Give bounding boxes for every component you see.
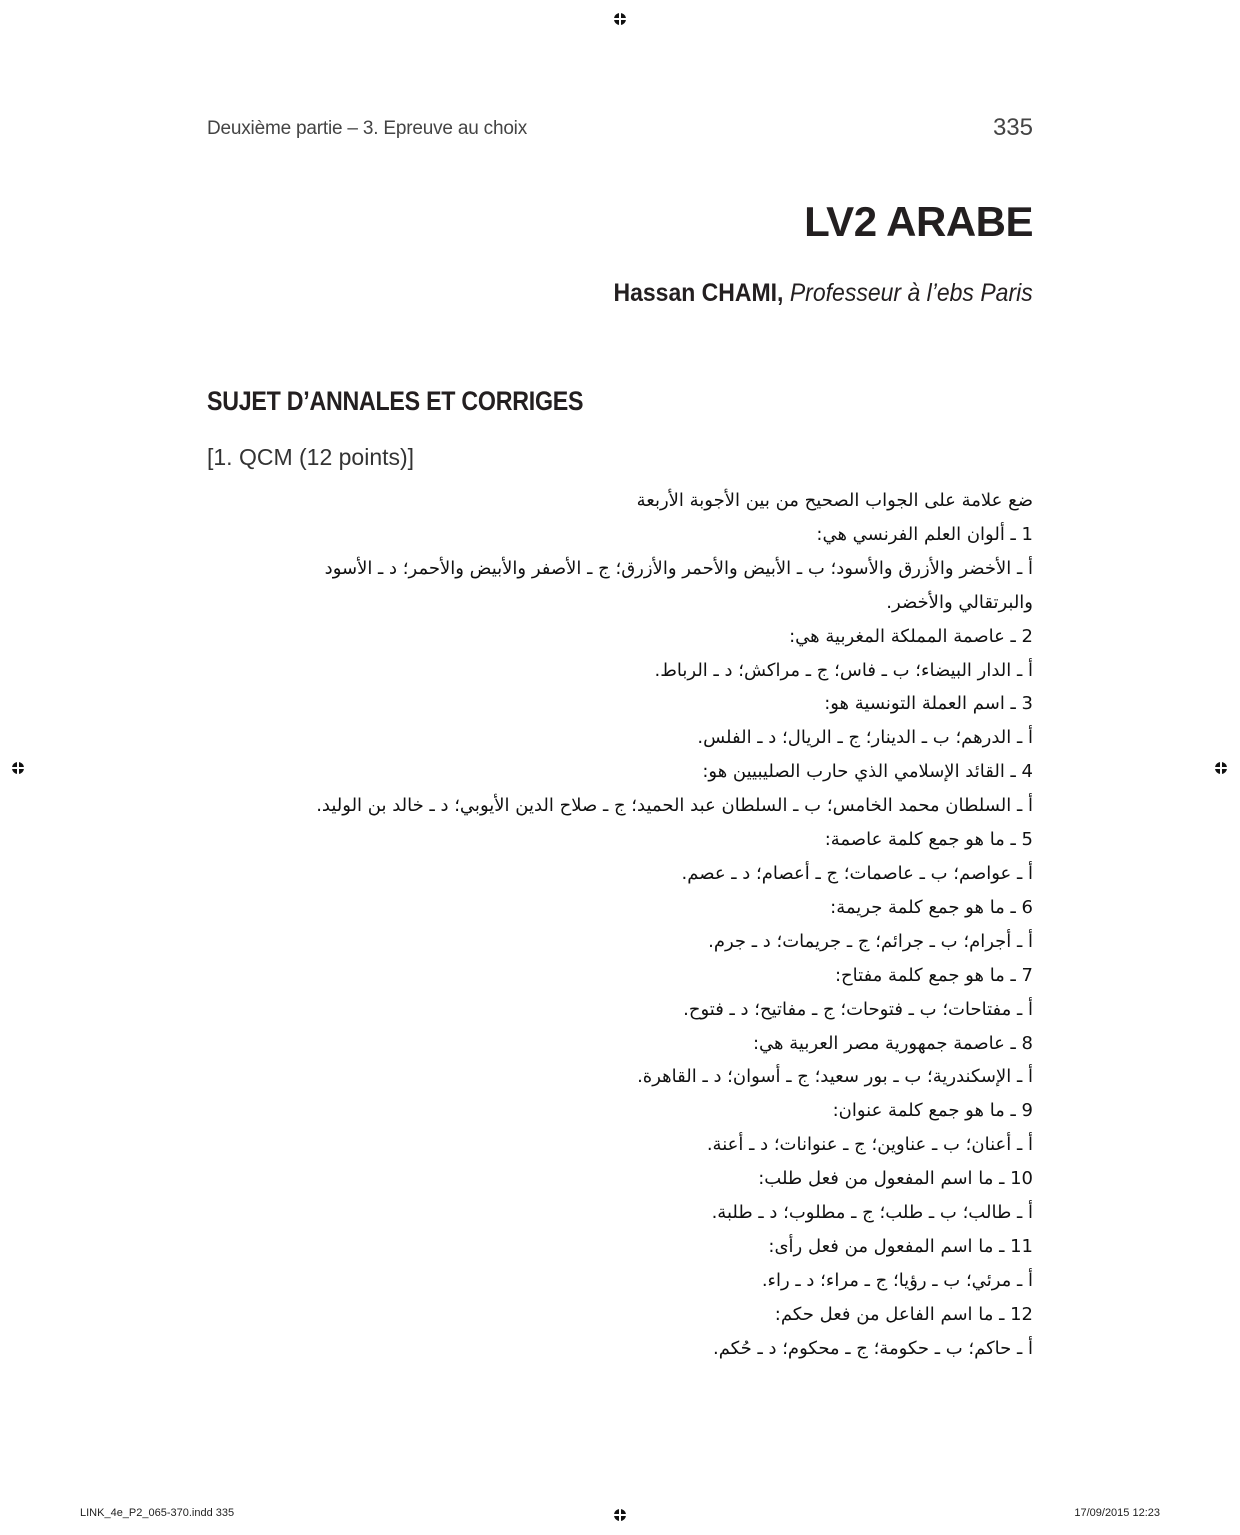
- running-title: Deuxième partie – 3. Epreuve au choix: [207, 118, 528, 139]
- qcm-question-5: 5 ـ ما هو جمع كلمة عاصمة:: [824, 829, 1033, 851]
- qcm-question-10: 10 ـ ما اسم المفعول من فعل طلب:: [758, 1168, 1033, 1190]
- qcm-question-1: 1 ـ ألوان العلم الفرنسي هي:: [816, 523, 1033, 545]
- qcm-question-7: 7 ـ ما هو جمع كلمة مفتاح:: [834, 964, 1033, 986]
- qcm-question-6: 6 ـ ما هو جمع كلمة جريمة:: [830, 896, 1033, 918]
- qcm-question-8: 8 ـ عاصمة جمهورية مصر العربية هي:: [752, 1032, 1033, 1054]
- footer-timestamp: 17/09/2015 12:23: [1074, 1507, 1160, 1519]
- qcm-answers-6: أ ـ أجرام؛ ب ـ جرائم؛ ج ـ جريمات؛ د ـ جرم.: [708, 930, 1033, 952]
- qcm-question-12: 12 ـ ما اسم الفاعل من فعل حكم:: [774, 1303, 1033, 1325]
- running-head: [207, 114, 1033, 142]
- section-subtitle: [1. QCM (12 points)]: [207, 444, 415, 470]
- qcm-answers-8: أ ـ الإسكندرية؛ ب ـ بور سعيد؛ ج ـ أسوان؛ د ـ القاهرة.: [637, 1066, 1033, 1088]
- qcm-question-11: 11 ـ ما اسم المفعول من فعل رأى:: [768, 1235, 1033, 1257]
- qcm-answers-2: أ ـ الدار البيضاء؛ ب ـ فاس؛ ج ـ مراكش؛ د ـ الرباط.: [654, 659, 1033, 681]
- author-line: [614, 279, 1033, 308]
- registration-mark-right: [1215, 762, 1227, 774]
- registration-mark-left: [12, 762, 24, 774]
- page-title: LV2 ARABE: [804, 198, 1033, 245]
- section-title: SUJET D’ANNALES ET CORRIGES: [207, 386, 584, 416]
- qcm-answers-11: أ ـ مرئي؛ ب ـ رؤيا؛ ج ـ مراء؛ د ـ راء.: [761, 1269, 1033, 1291]
- qcm-answers-12: أ ـ حاكم؛ ب ـ حكومة؛ ج ـ محكوم؛ د ـ حُكم.: [712, 1337, 1033, 1359]
- qcm-answers-9: أ ـ أعنان؛ ب ـ عناوين؛ ج ـ عنوانات؛ د ـ أعنة.: [706, 1134, 1033, 1156]
- qcm-block: [293, 484, 1033, 1366]
- qcm-question-2: 2 ـ عاصمة المملكة المغربية هي:: [789, 625, 1033, 647]
- qcm-answers-7: أ ـ مفتاحات؛ ب ـ فتوحات؛ ج ـ مفاتيح؛ د ـ فتوح.: [683, 998, 1033, 1020]
- qcm-answers-10: أ ـ طالب؛ ب ـ طلب؛ ج ـ مطلوب؛ د ـ طلبة.: [711, 1202, 1033, 1224]
- qcm-answers-3: أ ـ الدرهم؛ ب ـ الدينار؛ ج ـ الريال؛ د ـ الفلس.: [697, 727, 1033, 749]
- author-name: Hassan CHAMI,: [613, 279, 784, 307]
- qcm-question-4: 4 ـ القائد الإسلامي الذي حارب الصليبيين هو:: [702, 761, 1033, 783]
- footer-file: LINK_4e_P2_065-370.indd 335: [80, 1507, 235, 1519]
- registration-mark-bottom: [614, 1509, 626, 1521]
- registration-mark-top: [614, 13, 626, 25]
- qcm-answers-5: أ ـ عواصم؛ ب ـ عاصمات؛ ج ـ أعصام؛ د ـ عصم.: [681, 862, 1033, 884]
- qcm-question-3: 3 ـ اسم العملة التونسية هو:: [824, 693, 1033, 715]
- qcm-question-9: 9 ـ ما هو جمع كلمة عنوان:: [832, 1100, 1033, 1122]
- author-role: Professeur à l’ebs Paris: [790, 279, 1033, 307]
- qcm-instruction: ضع علامة على الجواب الصحيح من بين الأجوبة الأربعة: [636, 490, 1033, 511]
- qcm-answers-1: أ ـ الأخضر والأزرق والأسود؛ ب ـ الأبيض والأحمر والأزرق؛ ج ـ الأصفر والأبيض والأحمر؛ د ـ الأسود والبرتقالي والأخضر.: [324, 557, 1033, 613]
- page-number: 335: [992, 114, 1033, 141]
- qcm-answers-4: أ ـ السلطان محمد الخامس؛ ب ـ السلطان عبد الحميد؛ ج ـ صلاح الدين الأيوبي؛ د ـ خالد بن الوليد.: [316, 795, 1033, 817]
